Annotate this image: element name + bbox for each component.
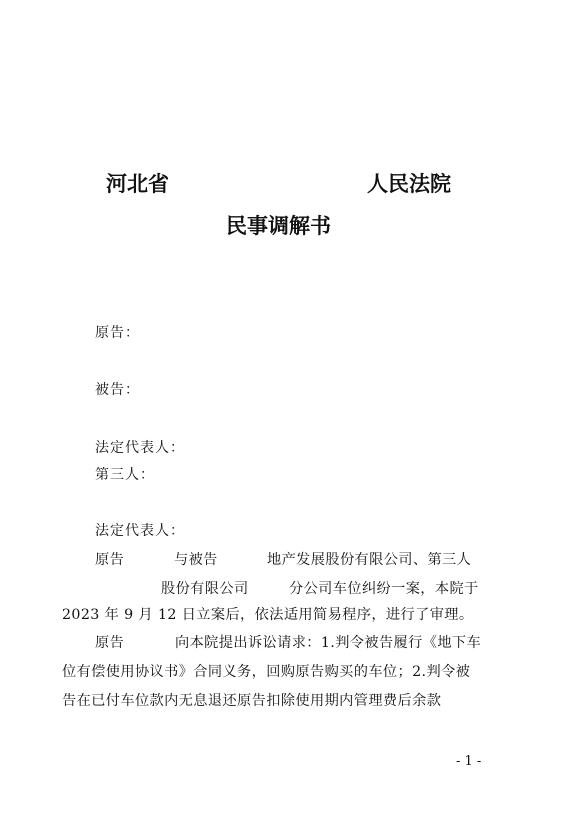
court-name-prefix: 河北省 bbox=[106, 172, 169, 196]
body-text: 原告 bbox=[95, 552, 125, 568]
legal-representative-label-2: 法定代表人： bbox=[95, 523, 185, 539]
body-text: 位有偿使用协议书》合同义务，回购原告购买的车位；2.判令被 bbox=[62, 664, 471, 680]
body-text: 分公司车位纠纷一案，本院于 bbox=[289, 581, 479, 597]
defendant-label: 被告： bbox=[95, 382, 140, 398]
body-text: 向本院提出诉讼请求：1.判令被告履行《地下车 bbox=[175, 635, 482, 651]
body-text: 告在已付车位款内无息退还原告扣除使用期内管理费后余款 bbox=[62, 693, 442, 709]
body-text: 股份有限公司 bbox=[161, 581, 249, 597]
body-text: 2023 年 9 月 12 日立案后，依法适用简易程序，进行了审理。 bbox=[62, 607, 474, 623]
plaintiff-label: 原告： bbox=[95, 325, 140, 341]
legal-representative-label: 法定代表人： bbox=[95, 440, 185, 456]
body-text: 原告 bbox=[95, 635, 125, 651]
body-text: 与被告 bbox=[174, 552, 218, 568]
third-party-label: 第三人： bbox=[95, 467, 155, 483]
page-number: - 1 - bbox=[456, 754, 482, 769]
document-title: 民事调解书 bbox=[226, 214, 331, 238]
body-text: 地产发展股份有限公司、第三人 bbox=[267, 552, 472, 568]
court-name-suffix: 人民法院 bbox=[367, 172, 451, 196]
